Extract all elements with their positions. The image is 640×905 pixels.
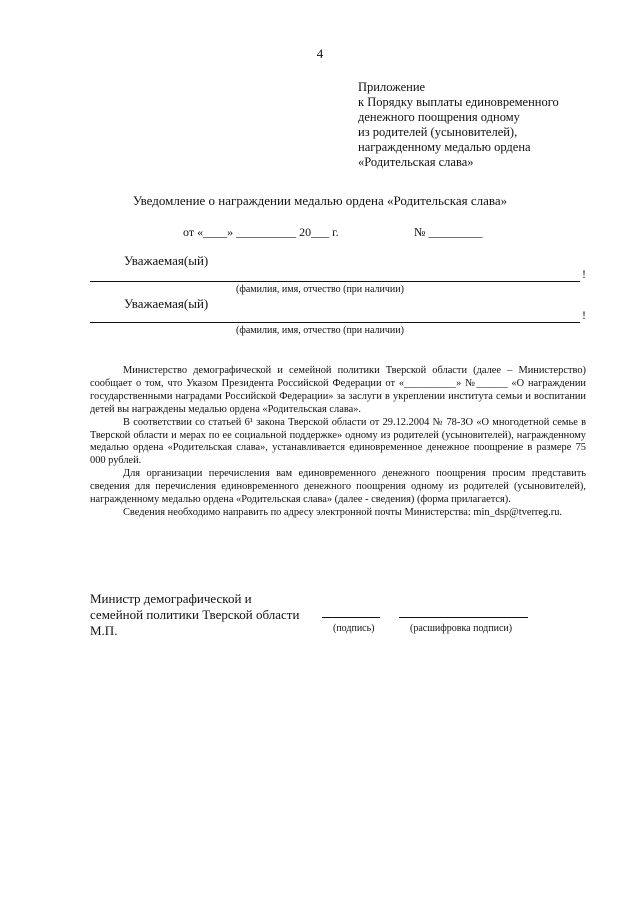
- recipient-name-line: [90, 322, 580, 323]
- signer-line: Министр демографической и: [90, 591, 252, 606]
- appendix-line: из родителей (усыновителей),: [358, 125, 518, 139]
- seal-placeholder: М.П.: [90, 623, 118, 638]
- signer-line: семейной политики Тверской области: [90, 607, 300, 622]
- signature-caption: (подпись): [333, 623, 375, 634]
- body-paragraph: В соответствии со статьей 6¹ закона Тверской области от 29.12.2004 № 78-ЗО «О многодетной семье в Тверской области и мерах по ее социальной поддержке» одному из родителей (усыновителей), награжденному медалью ордена «Родительская слава», устанавливается единовременное денежное поощрение в размере 75 000 рублей.: [90, 416, 586, 467]
- appendix-note: [358, 80, 559, 170]
- appendix-line: «Родительская слава»: [358, 155, 474, 169]
- notice-body: [90, 365, 586, 520]
- body-paragraph: Министерство демографической и семейной политики Тверской области (далее – Министерство) сообщает о том, что Указом Президента Российской Федерации от «__________» №______ «О награждении государственными наградами Российской Федерации» за заслуги в укреплении института семьи и воспитании детей вы награждены медалью ордена «Родительская слава».: [90, 365, 586, 415]
- page-number: 4: [316, 46, 324, 61]
- exclamation-mark: !: [582, 308, 586, 322]
- document-number-field: № _________: [414, 225, 483, 239]
- recipient-name-caption: (фамилия, имя, отчество (при наличии): [236, 284, 404, 295]
- salutation: Уважаемая(ый): [124, 296, 209, 311]
- salutation: Уважаемая(ый): [124, 253, 209, 268]
- body-paragraph: Для организации перечисления вам единовременного денежного поощрения просим представить сведения для перечисления единовременного денежного поощрения одному из родителей (усыновителей), награжденному медалью ордена «Родительская слава» (далее - сведения) (форма прилагается).: [90, 468, 586, 506]
- date-field: от «____» __________ 20___ г.: [183, 225, 339, 239]
- recipient-name-line: [90, 281, 580, 282]
- recipient-name-caption: (фамилия, имя, отчество (при наличии): [236, 325, 404, 336]
- document-title: Уведомление о награждении медалью ордена «Родительская слава»: [132, 193, 508, 208]
- appendix-line: Приложение: [358, 80, 426, 94]
- signature-decoding-line: [399, 617, 528, 618]
- appendix-line: к Порядку выплаты единовременного: [358, 95, 559, 109]
- body-paragraph: Сведения необходимо направить по адресу электронной почты Министерства: min_dsp@tverreg.ru.: [123, 506, 563, 518]
- appendix-line: награжденному медалью ордена: [358, 140, 531, 154]
- appendix-line: денежного поощрения одному: [358, 110, 520, 124]
- exclamation-mark: !: [582, 267, 586, 281]
- signer-block: [90, 591, 299, 639]
- signature-line: [322, 617, 380, 618]
- signature-decoding-caption: (расшифровка подписи): [410, 623, 513, 634]
